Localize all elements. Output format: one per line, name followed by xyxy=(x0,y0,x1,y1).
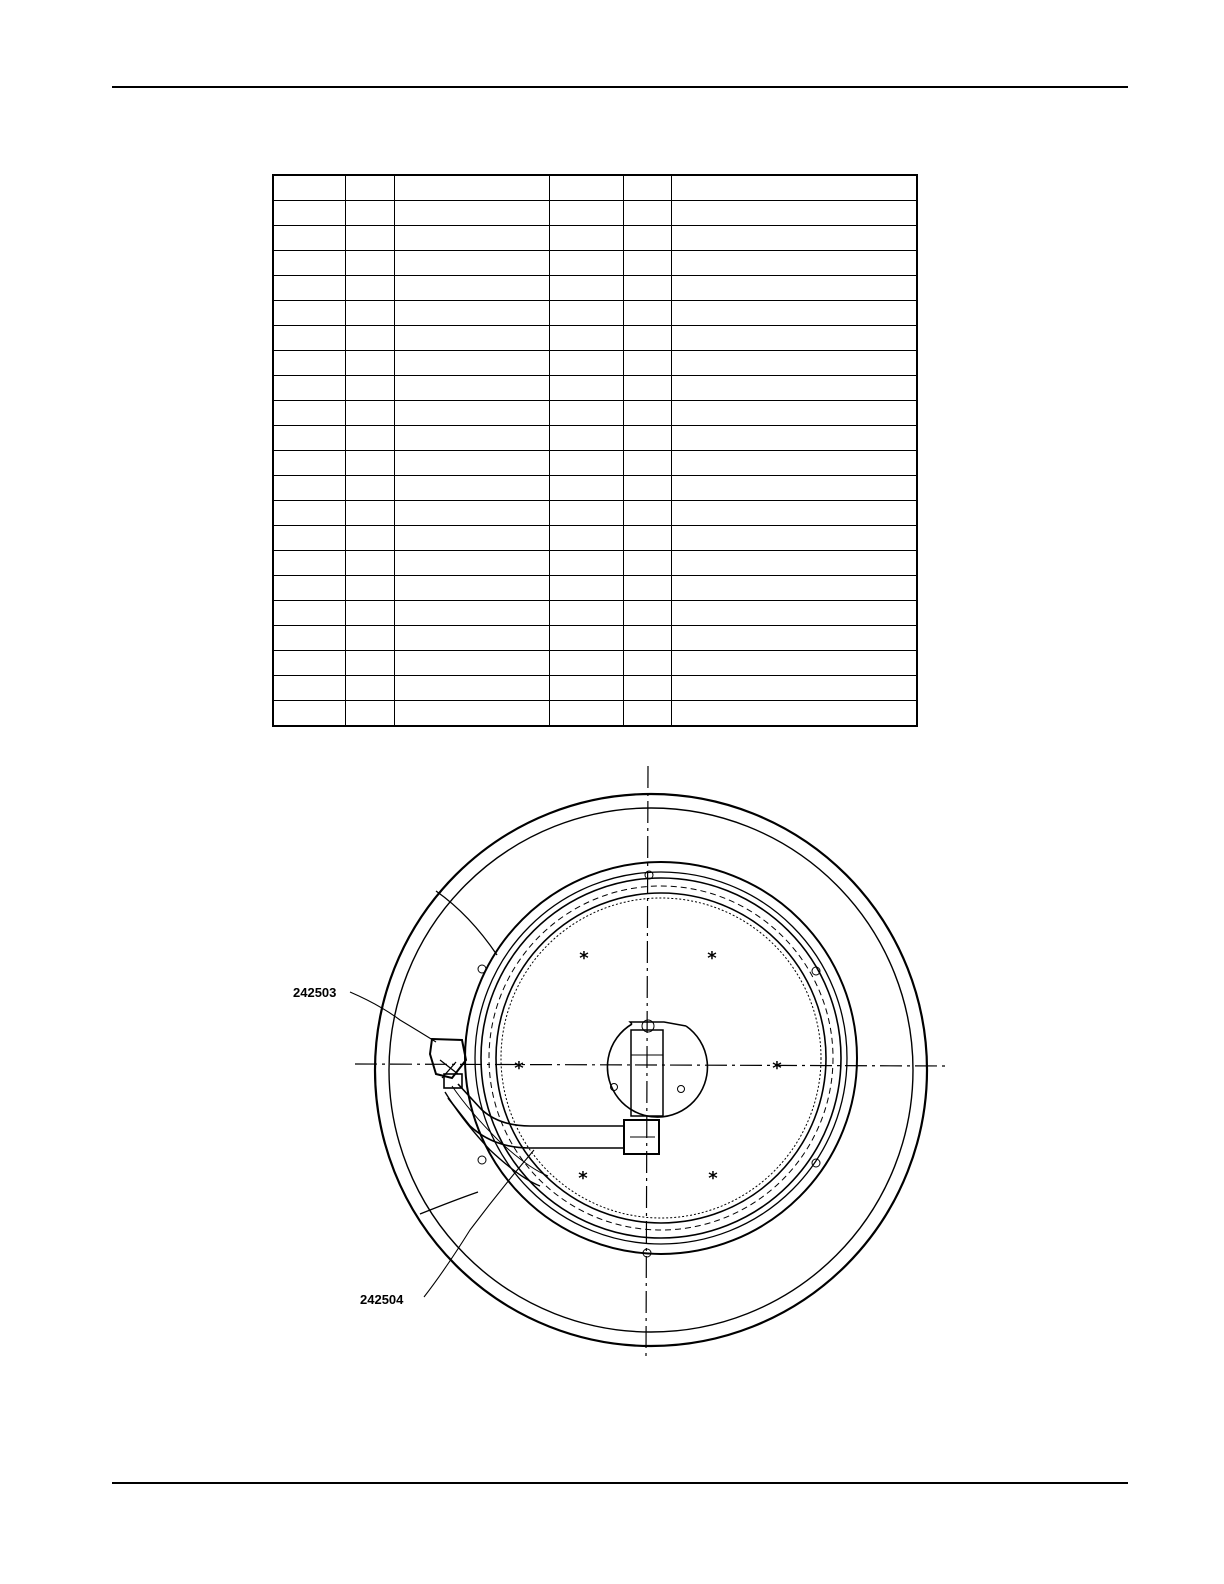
marker: * xyxy=(578,1168,588,1189)
table-cell xyxy=(273,376,345,401)
table-row xyxy=(273,601,917,626)
table-cell xyxy=(345,376,394,401)
table-cell xyxy=(345,476,394,501)
table-cell xyxy=(671,276,917,301)
bolt-hole xyxy=(478,965,486,973)
table-cell xyxy=(273,451,345,476)
table-cell xyxy=(671,526,917,551)
table-row xyxy=(273,226,917,251)
table-cell xyxy=(549,501,623,526)
table-cell xyxy=(623,351,671,376)
table-row xyxy=(273,476,917,501)
table-cell xyxy=(623,251,671,276)
table-cell xyxy=(549,276,623,301)
table-cell xyxy=(671,501,917,526)
table-cell xyxy=(671,226,917,251)
table-cell xyxy=(549,476,623,501)
table-cell xyxy=(623,301,671,326)
table-row xyxy=(273,526,917,551)
table-cell xyxy=(345,426,394,451)
table-cell xyxy=(273,601,345,626)
table-cell xyxy=(623,701,671,727)
table-cell xyxy=(273,526,345,551)
technical-drawing xyxy=(0,760,1224,1360)
table-cell xyxy=(345,676,394,701)
table-cell xyxy=(549,175,623,201)
table-cell xyxy=(549,651,623,676)
table-row xyxy=(273,401,917,426)
table-cell xyxy=(623,551,671,576)
table-cell xyxy=(394,426,549,451)
table-cell xyxy=(671,551,917,576)
guide-line xyxy=(436,891,497,955)
leader-242504 xyxy=(424,1150,534,1297)
table-cell xyxy=(549,426,623,451)
table-cell xyxy=(671,701,917,727)
left-fitting xyxy=(430,1039,466,1078)
table-cell xyxy=(273,251,345,276)
table-cell xyxy=(345,451,394,476)
table-cell xyxy=(671,626,917,651)
table-cell xyxy=(671,451,917,476)
table-cell xyxy=(671,651,917,676)
table-cell xyxy=(394,651,549,676)
table-cell xyxy=(345,251,394,276)
table-cell xyxy=(394,551,549,576)
table-cell xyxy=(671,351,917,376)
table-cell xyxy=(273,676,345,701)
table-cell xyxy=(273,651,345,676)
table-cell xyxy=(273,326,345,351)
table-cell xyxy=(549,301,623,326)
table-row xyxy=(273,701,917,727)
table-cell xyxy=(549,251,623,276)
table-cell xyxy=(671,576,917,601)
table-cell xyxy=(671,326,917,351)
table-row xyxy=(273,251,917,276)
table-cell xyxy=(273,301,345,326)
table-cell xyxy=(345,326,394,351)
table-cell xyxy=(273,426,345,451)
table-cell xyxy=(671,676,917,701)
table-cell xyxy=(623,326,671,351)
table-cell xyxy=(394,626,549,651)
table-cell xyxy=(549,551,623,576)
table-cell xyxy=(394,201,549,226)
table-cell xyxy=(345,501,394,526)
table-cell xyxy=(671,251,917,276)
table-cell xyxy=(549,676,623,701)
table-cell xyxy=(623,676,671,701)
leader-242503 xyxy=(350,992,436,1042)
table-row xyxy=(273,175,917,201)
table-cell xyxy=(394,376,549,401)
table-cell xyxy=(273,175,345,201)
callout-242504: 242504 xyxy=(360,1292,404,1307)
table-row xyxy=(273,201,917,226)
table-row xyxy=(273,426,917,451)
table-row xyxy=(273,351,917,376)
table-cell xyxy=(671,301,917,326)
table-cell xyxy=(273,476,345,501)
table-cell xyxy=(345,226,394,251)
parts-table xyxy=(272,174,918,727)
marker: * xyxy=(514,1058,524,1079)
table-cell xyxy=(549,326,623,351)
table-row xyxy=(273,326,917,351)
table-cell xyxy=(623,476,671,501)
table-row xyxy=(273,576,917,601)
table-cell xyxy=(394,676,549,701)
table-cell xyxy=(345,301,394,326)
table-cell xyxy=(273,551,345,576)
table-cell xyxy=(623,426,671,451)
horizontal-centerline xyxy=(355,1064,950,1066)
table-cell xyxy=(549,626,623,651)
table-cell xyxy=(394,701,549,727)
table-cell xyxy=(345,526,394,551)
table-cell xyxy=(549,351,623,376)
table-cell xyxy=(671,601,917,626)
table-cell xyxy=(623,376,671,401)
table-cell xyxy=(273,276,345,301)
table-cell xyxy=(345,651,394,676)
table-cell xyxy=(394,226,549,251)
table-cell xyxy=(671,201,917,226)
table-cell xyxy=(394,451,549,476)
guide-line xyxy=(420,1192,478,1214)
table-cell xyxy=(671,401,917,426)
table-cell xyxy=(273,576,345,601)
table-cell xyxy=(549,226,623,251)
table-cell xyxy=(345,175,394,201)
table-cell xyxy=(549,376,623,401)
marker: * xyxy=(579,948,589,969)
hub-hole xyxy=(678,1086,685,1093)
table-row xyxy=(273,501,917,526)
bolt-hole xyxy=(478,1156,486,1164)
table-cell xyxy=(623,276,671,301)
pipe-run xyxy=(458,1084,624,1126)
table-cell xyxy=(394,301,549,326)
table-cell xyxy=(549,401,623,426)
table-cell xyxy=(623,651,671,676)
vertical-centerline xyxy=(646,766,648,1356)
table-cell xyxy=(549,451,623,476)
table-cell xyxy=(345,576,394,601)
table-cell xyxy=(394,401,549,426)
table-cell xyxy=(345,626,394,651)
callout-242503: 242503 xyxy=(293,985,337,1000)
table-cell xyxy=(394,576,549,601)
table-cell xyxy=(549,526,623,551)
table-cell xyxy=(623,626,671,651)
header-rule xyxy=(112,86,1128,88)
table-row xyxy=(273,276,917,301)
table-cell xyxy=(623,501,671,526)
table-cell xyxy=(623,175,671,201)
table-cell xyxy=(623,226,671,251)
table-cell xyxy=(549,601,623,626)
table-cell xyxy=(623,576,671,601)
flange-ring-outer xyxy=(465,862,857,1254)
table-cell xyxy=(623,201,671,226)
table-row xyxy=(273,451,917,476)
table-cell xyxy=(394,601,549,626)
table-cell xyxy=(345,601,394,626)
table-cell xyxy=(273,351,345,376)
table-cell xyxy=(273,501,345,526)
table-cell xyxy=(623,526,671,551)
flange-ring-inner xyxy=(475,872,847,1244)
table-cell xyxy=(623,401,671,426)
table-cell xyxy=(623,451,671,476)
table-cell xyxy=(273,701,345,727)
table-cell xyxy=(273,626,345,651)
table-row xyxy=(273,626,917,651)
marker: * xyxy=(708,1168,718,1189)
table-cell xyxy=(671,426,917,451)
table-row xyxy=(273,676,917,701)
table-cell xyxy=(671,376,917,401)
table-row xyxy=(273,551,917,576)
table-cell xyxy=(394,251,549,276)
table-row xyxy=(273,376,917,401)
table-row xyxy=(273,301,917,326)
table-cell xyxy=(273,226,345,251)
table-cell xyxy=(273,401,345,426)
center-hub xyxy=(607,1024,707,1117)
table-row xyxy=(273,651,917,676)
table-cell xyxy=(345,701,394,727)
marker: * xyxy=(707,948,717,969)
footer-rule xyxy=(112,1482,1128,1484)
table-cell xyxy=(394,476,549,501)
table-cell xyxy=(549,701,623,727)
table-cell xyxy=(394,351,549,376)
table-cell xyxy=(671,476,917,501)
table-cell xyxy=(394,276,549,301)
marker: * xyxy=(772,1058,782,1079)
table-cell xyxy=(394,501,549,526)
table-cell xyxy=(549,576,623,601)
table-cell xyxy=(394,175,549,201)
table-cell xyxy=(273,201,345,226)
table-cell xyxy=(549,201,623,226)
table-cell xyxy=(394,526,549,551)
table-cell xyxy=(345,201,394,226)
table-cell xyxy=(345,401,394,426)
table-cell xyxy=(345,351,394,376)
table-cell xyxy=(345,551,394,576)
table-cell xyxy=(345,276,394,301)
table-cell xyxy=(671,175,917,201)
table-cell xyxy=(623,601,671,626)
pipe-bend xyxy=(445,1092,540,1186)
table-cell xyxy=(394,326,549,351)
